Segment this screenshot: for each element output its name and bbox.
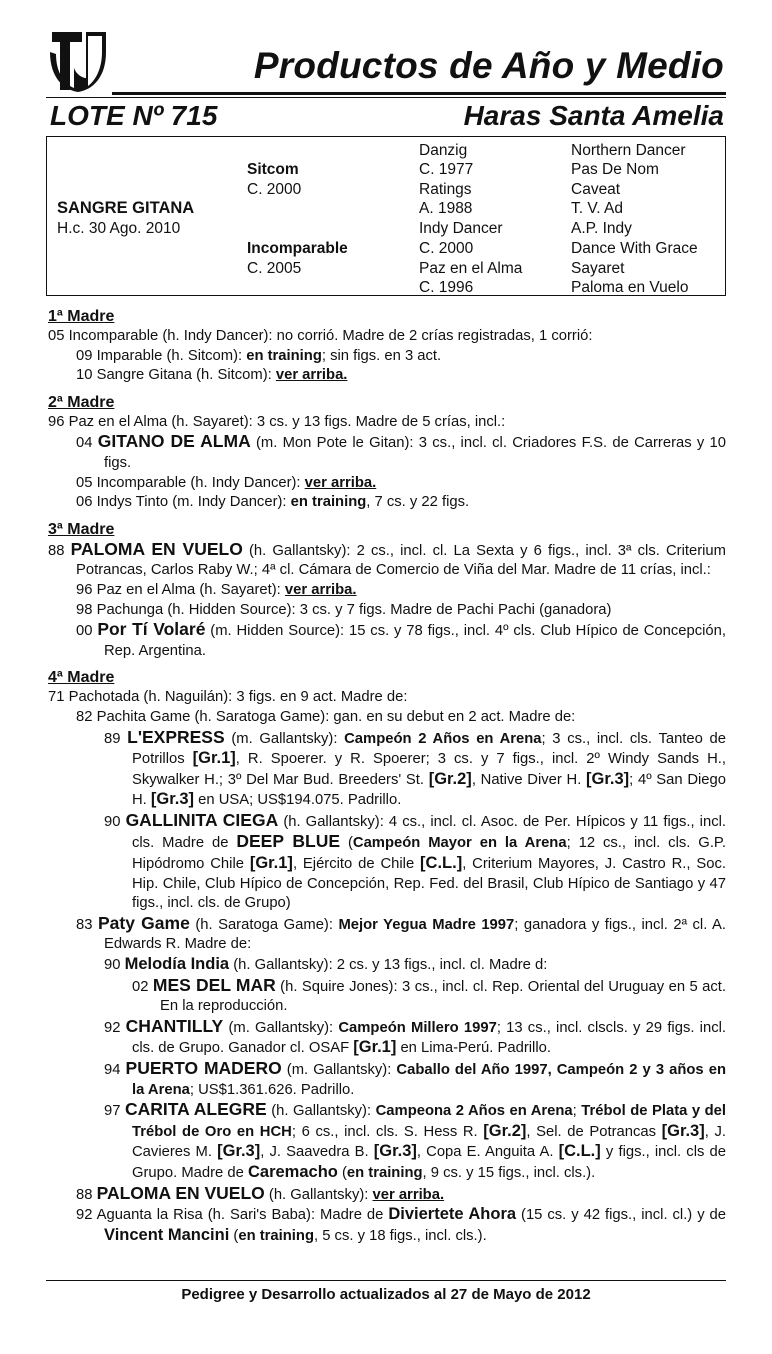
family-entry: 09 Imparable (h. Sitcom): en training; sin figs. en 3 act. <box>76 347 442 364</box>
dam-year: C. 2005 <box>247 260 302 277</box>
granddam-2: Paz en el Alma <box>419 260 523 277</box>
club-logo-icon <box>46 28 110 94</box>
family-entry: 82 Pachita Game (h. Saratoga Game): gan. en su debut en 2 act. Madre de: <box>76 708 576 725</box>
family-entry: 04 GITANO DE ALMA (m. Mon Pote le Gitan): 3 cs., incl. cl. Criadores F.S. de Carreras y 10 figs. <box>76 431 726 471</box>
great-grandparent: T. V. Ad <box>571 200 623 217</box>
footer-note: Pedigree y Desarrollo actualizados al 27 de Mayo de 2012 <box>181 1286 591 1303</box>
horse-name: SANGRE GITANA <box>57 199 195 217</box>
family-entry: 10 Sangre Gitana (h. Sitcom): ver arriba. <box>76 367 348 384</box>
lot-header <box>50 100 724 136</box>
family-entry: 96 Paz en el Alma (h. Sayaret): 3 cs. y 13 figs. Madre de 5 crías, incl.: <box>48 413 506 430</box>
family-entry: 92 Aguanta la Risa (h. Sari's Baba): Madre de Diviertete Ahora (15 cs. y 42 figs., incl. cl.) y de Vincent Mancini (en training, 5 cs. y 18 figs., incl. cls.). <box>76 1205 727 1244</box>
great-grandparent: Northern Dancer <box>571 142 686 159</box>
great-grandparent: Caveat <box>571 181 621 198</box>
footer-rule <box>46 1280 726 1281</box>
granddam-1: Ratings <box>419 181 472 198</box>
family-entry: 96 Paz en el Alma (h. Sayaret): ver arriba. <box>76 581 357 598</box>
family-history <box>48 306 726 1246</box>
family-entry: 88 PALOMA EN VUELO (h. Gallantsky): 2 cs., incl. cl. La Sexta y 6 figs., incl. 3ª cls. Criterium Potrancas, Carlos Raby W.; 4ª cl. Cámara de Comercio de Viña del Mar. Madre de 11 crías, incl.: <box>48 538 726 579</box>
granddam-1-year: A. 1988 <box>419 200 473 217</box>
dam-name: Incomparable <box>247 240 348 257</box>
family-entry: 89 L'EXPRESS (m. Gallantsky): Campeón 2 Años en Arena; 3 cs., incl. cls. Tanteo de Potrillos [Gr.1], R. Spoerer. y R. Spoerer; 3 cs. y 7 figs., incl. 2º Windy Sands H., Skywalker H.; 3º Del Mar Bud. Breeders' St. [Gr.2], Native Diver H. [Gr.3]; 4º San Diego H. [Gr.3] en USA; US$194.075. Padrillo. <box>104 726 726 809</box>
family-entry: 00 Por Tí Volaré (m. Hidden Source): 15 cs. y 78 figs., incl. 4º cls. Club Hípico de Concepción, Rep. Argentina. <box>76 619 726 659</box>
grandsire-1: Danzig <box>419 142 468 159</box>
family-entry: 83 Paty Game (h. Saratoga Game): Mejor Yegua Madre 1997; ganadora y figs., incl. 2ª cl. A. Edwards R. Madre de: <box>76 912 726 953</box>
page-title: Productos de Año y Medio <box>253 45 724 86</box>
family-entry: 06 Indys Tinto (m. Indy Dancer): en training, 7 cs. y 22 figs. <box>76 494 470 511</box>
section-heading-first-dam: 1ª Madre <box>48 308 115 325</box>
family-entry: 02 MES DEL MAR (h. Squire Jones): 3 cs., incl. cl. Rep. Oriental del Uruguay en 5 act. En la reproducción. <box>132 974 726 1015</box>
section-heading-fourth-dam: 4ª Madre <box>48 669 115 687</box>
grandsire-2-year: C. 2000 <box>419 240 474 257</box>
family-entry: 92 CHANTILLY (m. Gallantsky): Campeón Millero 1997; 13 cs., incl. clscls. y 29 figs. incl. cls. de Grupo. Ganador cl. OSAF [Gr.1] en Lima-Perú. Padrillo. <box>104 1015 726 1057</box>
granddam-2-year: C. 1996 <box>419 279 474 296</box>
sire-name: Sitcom <box>247 161 299 178</box>
title-rule <box>112 92 726 95</box>
family-entry: 88 PALOMA EN VUELO (h. Gallantsky): ver arriba. <box>76 1182 445 1203</box>
family-entry: 90 Melodía India (h. Gallantsky): 2 cs. y 13 figs., incl. cl. Madre d: <box>104 955 548 974</box>
great-grandparent: Pas De Nom <box>571 161 659 178</box>
family-entry: 97 CARITA ALEGRE (h. Gallantsky): Campeona 2 Años en Arena; Trébol de Plata y del Trébol de Oro en HCH; 6 cs., incl. cls. S. Hess R. [Gr.2], Sel. de Potrancas [Gr.3], J. Cavieres M. [Gr.3], J. Saavedra B. [Gr.3], Copa E. Anguita A. [C.L.] y figs., incl. cls de Grupo. Madre de Caremacho (en training, 9 cs. y 15 figs., incl. cls.). <box>104 1099 726 1181</box>
lot-number: LOTE Nº 715 <box>50 100 218 131</box>
great-grandparent: A.P. Indy <box>571 220 632 237</box>
family-entry: 90 GALLINITA CIEGA (h. Gallantsky): 4 cs., incl. cl. Asoc. de Per. Hípicos y 11 figs., incl. cls. Madre de DEEP BLUE (Campeón Mayor en la Arena; 12 cs., incl. cls. G.P. Hipódromo Chile [Gr.1], Ejército de Chile [C.L.], Criterium Mayores, J. Castro R., Soc. Hip. Chile, Club Hípico de Concepción, Rep. Fed. del Brasil, Club Hípico de Santiago y 47 figs., incl. cls. de Grupo) <box>104 809 726 912</box>
grandsire-2: Indy Dancer <box>419 220 503 237</box>
family-entry: 98 Pachunga (h. Hidden Source): 3 cs. y 7 figs. Madre de Pachi Pachi (ganadora) <box>76 601 612 618</box>
family-entry: 05 Incomparable (h. Indy Dancer): ver arriba. <box>76 474 377 491</box>
pedigree-box <box>46 136 726 296</box>
section-heading-second-dam: 2ª Madre <box>48 393 115 411</box>
grandsire-1-year: C. 1977 <box>419 161 474 178</box>
great-grandparent: Dance With Grace <box>571 240 698 257</box>
section-heading-third-dam: 3ª Madre <box>48 520 115 538</box>
family-entry: 71 Pachotada (h. Naguilán): 3 figs. en 9 act. Madre de: <box>48 689 408 706</box>
great-grandparent: Sayaret <box>571 260 625 277</box>
family-entry: 94 PUERTO MADERO (m. Gallantsky): Caballo del Año 1997, Campeón 2 y 3 años en la Arena; US$1.361.626. Padrillo. <box>104 1058 726 1098</box>
haras-name: Haras Santa Amelia <box>463 100 724 131</box>
horse-info: H.c. 30 Ago. 2010 <box>57 220 181 237</box>
title-rule-thin <box>46 97 726 98</box>
sire-year: C. 2000 <box>247 181 302 198</box>
great-grandparent: Paloma en Vuelo <box>571 279 689 296</box>
family-entry: 05 Incomparable (h. Indy Dancer): no corrió. Madre de 2 crías registradas, 1 corrió: <box>48 328 593 344</box>
